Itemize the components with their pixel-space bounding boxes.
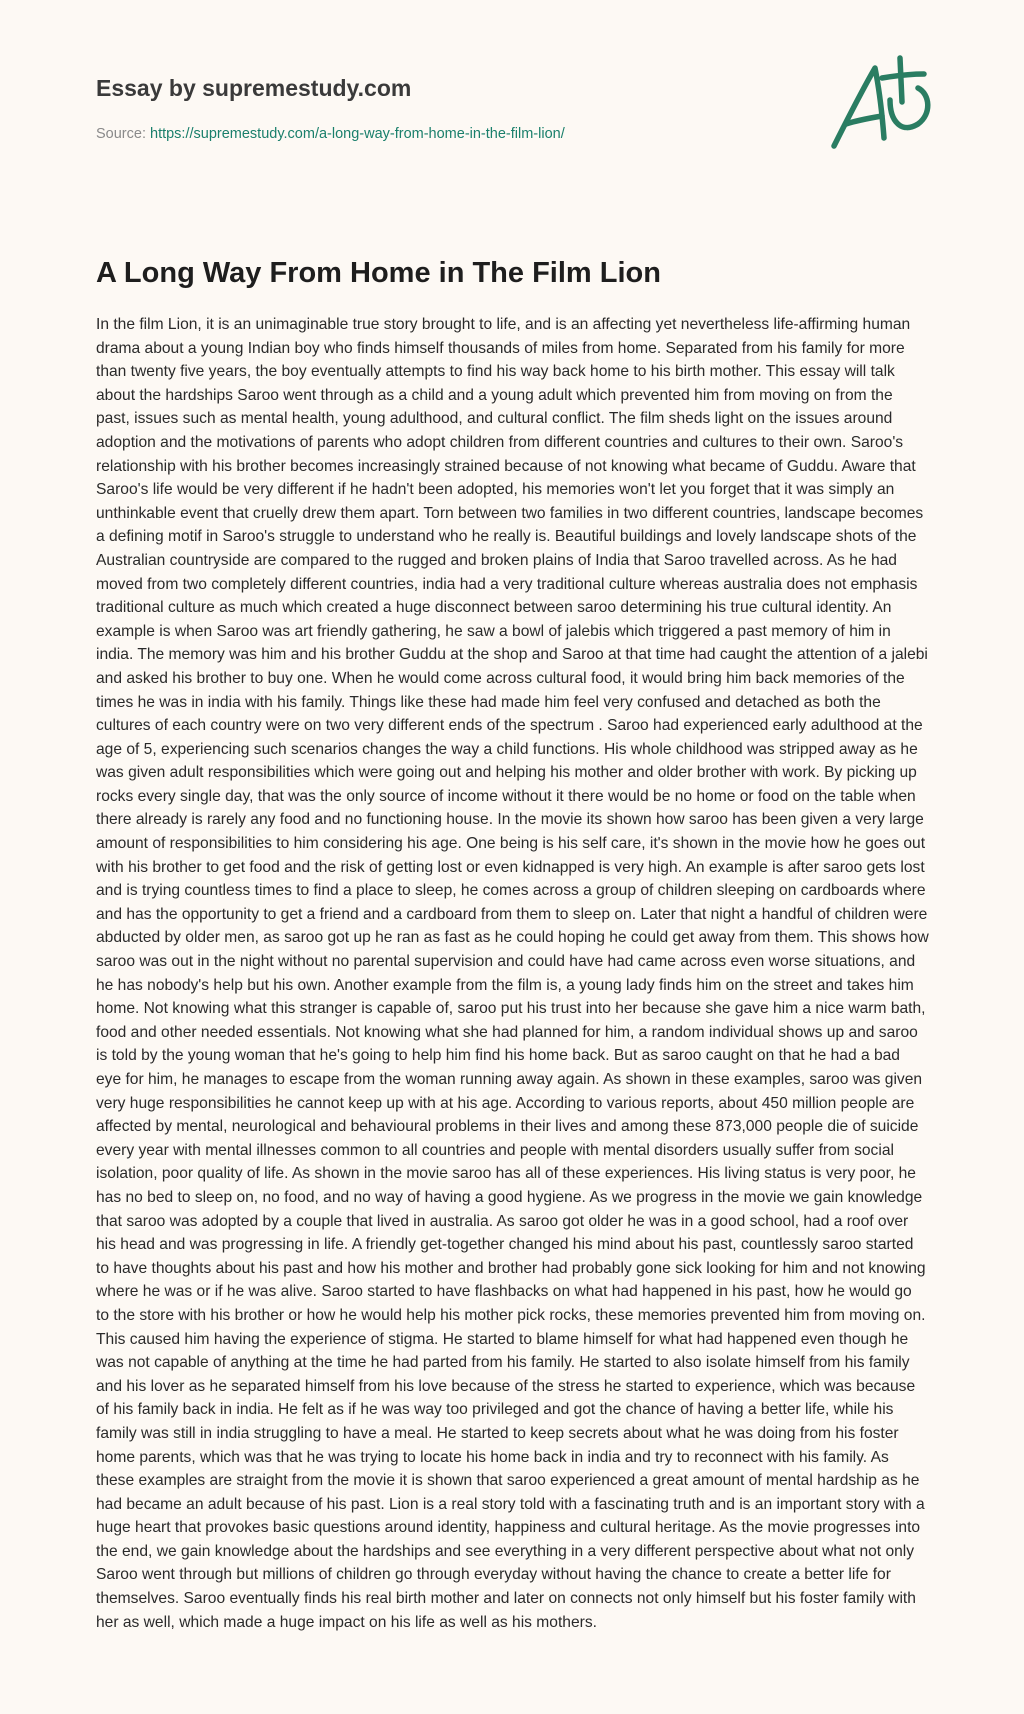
source-line bbox=[96, 124, 816, 144]
source-link[interactable]: https://supremestudy.com/a-long-way-from-home-in-the-film-lion/ bbox=[150, 126, 565, 142]
source-label: Source: bbox=[96, 126, 150, 142]
page-header bbox=[96, 72, 816, 144]
essay-title: A Long Way From Home in The Film Lion bbox=[96, 257, 661, 289]
a-plus-logo-icon bbox=[822, 42, 934, 168]
site-title: Essay by supremestudy.com bbox=[96, 75, 412, 101]
essay-body: In the film Lion, it is an unimaginable true story brought to life, and is an affecting yet nevertheless life-affirming human drama about a young Indian boy who finds himself thousands of miles from home. Separated from his family for more than twenty five years, the boy eventually attempts to find his way back home to his birth mother. This essay will talk about the hardships Saroo went through as a child and a young adult which prevented him from moving on from the past, issues such as mental health, young adulthood, and cultural conflict. The film sheds light on the issues around adoption and the motivations of parents who adopt children from different countries and cultures to their own. Saroo's relationship with his brother becomes increasingly strained because of not knowing what became of Guddu. Aware that Saroo's life would be very different if he hadn't been adopted, his memories won't let you forget that it was simply an unthinkable event that cruelly drew them apart. Torn between two families in two different countries, landscape becomes a defining motif in Saroo's struggle to understand who he really is. Beautiful buildings and lovely landscape shots of the Australian countryside are compared to the rugged and broken plains of India that Saroo travelled across. As he had moved from two completely different countries, india had a very traditional culture whereas australia does not emphasis traditional culture as much which created a huge disconnect between saroo determining his true cultural identity. An example is when Saroo was art friendly gathering, he saw a bowl of jalebis which triggered a past memory of him in india. The memory was him and his brother Guddu at the shop and Saroo at that time had caught the attention of a jalebi and asked his brother to buy one. When he would come across cultural food, it would bring him back memories of the times he was in india with his family. Things like these had made him feel very confused and detached as both the cultures of each country were on two very different ends of the spectrum . Saroo had experienced early adulthood at the age of 5, experiencing such scenarios changes the way a child functions. His whole childhood was stripped away as he was given adult responsibilities which were going out and helping his mother and older brother with work. By picking up rocks every single day, that was the only source of income without it there would be no home or food on the table when there already is rarely any food and no functioning house. In the movie its shown how saroo has been given a very large amount of responsibilities to him considering his age. One being is his self care, it's shown in the movie how he goes out with his brother to get food and the risk of getting lost or even kidnapped is very high. An example is after saroo gets lost and is trying countless times to find a place to sleep, he comes across a group of children sleeping on cardboards where and has the opportunity to get a friend and a cardboard from them to sleep on. Later that night a handful of children were abducted by older men, as saroo got up he ran as fast as he could hoping he could get away from them. This shows how saroo was out in the night without no parental supervision and could have had came across even worse situations, and he has nobody's help but his own. Another example from the film is, a young lady finds him on the street and takes him home. Not knowing what this stranger is capable of, saroo put his trust into her because she gave him a nice warm bath, food and other needed essentials. Not knowing what she had planned for him, a random individual shows up and saroo is told by the young woman that he's going to help him find his home back. But as saroo caught on that he had a bad eye for him, he manages to escape from the woman running away again. As shown in these examples, saroo was given very huge responsibilities he cannot keep up with at his age. According to various reports, about 450 million people are affected by mental, neurological and behavioural problems in their lives and among these 873,000 people die of suicide every year with mental illnesses common to all countries and people with mental disorders usually suffer from social isolation, poor quality of life. As shown in the movie saroo has all of these experiences. His living status is very poor, he has no bed to sleep on, no food, and no way of having a good hygiene. As we progress in the movie we gain knowledge that saroo was adopted by a couple that lived in australia. As saroo got older he was in a good school, had a roof over his head and was progressing in life. A friendly get-together changed his mind about his past, countlessly saroo started to have thoughts about his past and how his mother and brother had probably gone sick looking for him and not knowing where he was or if he was alive. Saroo started to have flashbacks on what had happened in his past, how he would go to the store with his brother or how he would help his mother pick rocks, these memories prevented him from moving on. This caused him having the experience of stigma. He started to blame himself for what had happened even though he was not capable of anything at the time he had parted from his family. He started to also isolate himself from his family and his lover as he separated himself from his love because of the stress he started to experience, which was because of his family back in india. He felt as if he was way too privileged and got the chance of having a better life, while his family was still in india struggling to have a meal. He started to keep secrets about what he was doing from his foster home parents, which was that he was trying to locate his home back in india and try to reconnect with his family. As these examples are straight from the movie it is shown that saroo experienced a great amount of mental hardship as he had became an adult because of his past. Lion is a real story told with a fascinating truth and is an important story with a huge heart that provokes basic questions around identity, happiness and cultural heritage. As the movie progresses into the end, we gain knowledge about the hardships and see everything in a very different perspective about what not only Saroo went through but millions of children go through everyday without having the chance to create a better life for themselves. Saroo eventually finds his real birth mother and later on connects not only himself but his foster family with her as well, which made a huge impact on his life as well as his mothers. bbox=[96, 316, 929, 1631]
